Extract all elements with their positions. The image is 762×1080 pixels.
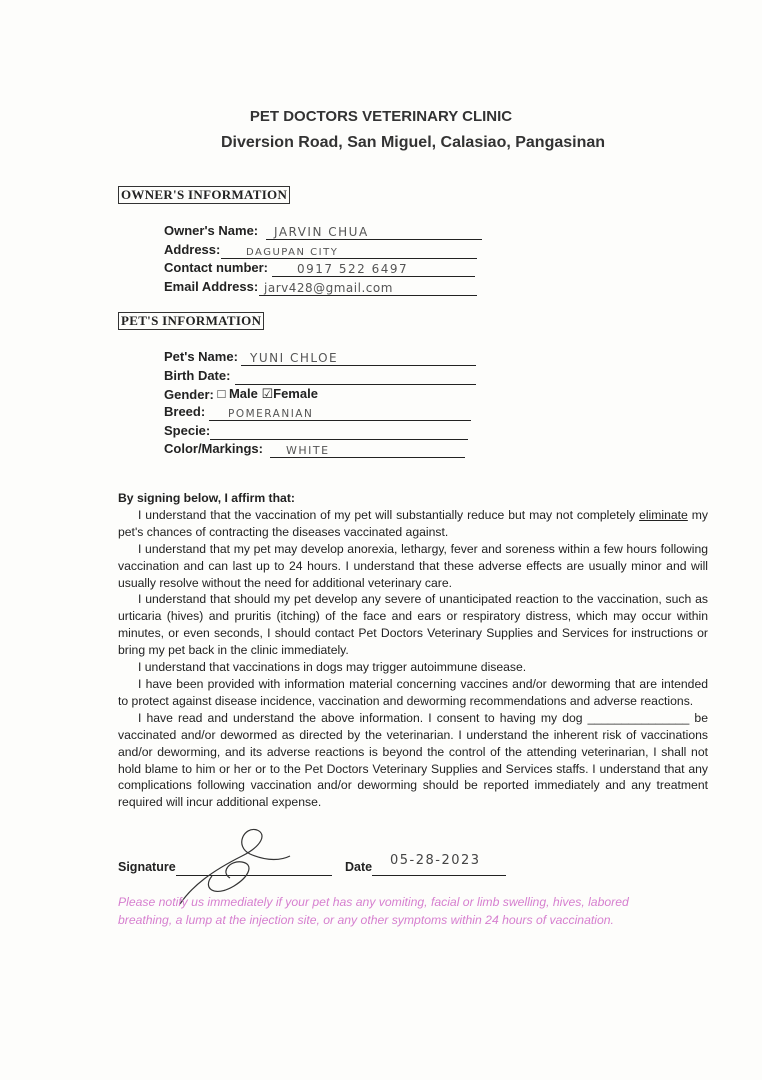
owner-contact-value: 0917 522 6497 <box>297 262 409 276</box>
p1-underlined-word: eliminate <box>639 507 688 522</box>
male-checkbox-icon: □ <box>217 386 226 401</box>
breed-line <box>209 420 471 421</box>
owner-contact-line <box>272 276 475 277</box>
date-line <box>372 875 506 876</box>
owner-address-value: DAGUPAN CITY <box>246 247 339 258</box>
clinic-address: Diversion Road, San Miguel, Calasiao, Pangasinan <box>220 134 606 151</box>
female-option: Female <box>273 386 318 401</box>
clinic-name: PET DOCTORS VETERINARY CLINIC <box>249 108 513 125</box>
owner-address-field <box>164 242 339 260</box>
affirmation-paragraph-2: I understand that my pet may develop anorexia, lethargy, fever and soreness within a few hours following vaccination and can last up to 24 hours. I understand that these adverse effects are usually minor and will usually resolve without the need for additional veterinary care. <box>118 541 708 590</box>
gender-label: Gender: <box>164 387 214 402</box>
owner-contact-label: Contact number: <box>164 260 268 275</box>
owner-name-value: JARVIN CHUA <box>274 225 369 239</box>
specie-line <box>210 439 468 440</box>
owner-name-field <box>164 223 369 241</box>
pet-name-label: Pet's Name: <box>164 349 238 364</box>
female-checkbox-icon: ☑ <box>261 386 274 401</box>
pet-name-value: YUNI CHLOE <box>250 351 339 365</box>
birth-date-label: Birth Date: <box>164 368 231 383</box>
owner-email-field <box>164 279 393 297</box>
signature-label: Signature <box>118 860 176 874</box>
p6-text-a: I have read and understand the above information. I consent to having my dog <box>138 710 588 725</box>
specie-field <box>164 423 210 441</box>
affirmation-text <box>118 490 708 811</box>
affirmation-paragraph-1 <box>118 507 708 541</box>
date-value: 05-28-2023 <box>390 853 481 868</box>
post-vaccination-note: Please notify us immediately if your pet has any vomiting, facial or limb swelling, hives, labored breathing, a lump at the injection site, or any other symptoms within 24 hours of vaccination. <box>118 895 629 927</box>
affirmation-paragraph-6 <box>118 710 708 811</box>
p1-text-b: my pet's chances of contracting the diseases vaccinated against. <box>118 507 708 539</box>
color-value: WHITE <box>286 444 330 457</box>
date-label: Date <box>345 860 373 874</box>
owner-email-value: jarv428@gmail.com <box>264 281 393 295</box>
specie-label: Specie: <box>164 423 211 438</box>
gender-field <box>164 386 318 404</box>
owner-address-label: Address: <box>164 242 221 257</box>
affirmation-paragraph-3: I understand that should my pet develop any severe of unanticipated reaction to the vaccination, such as urticaria (hives) and pruritis (itching) of the face and ears or respiratory distress, which may occur within minutes, or even seconds, I should contact Pet Doctors Veterinary Supplies and Services for instructions or bring my pet back in the clinic immediately. <box>118 592 708 658</box>
p6-text-b: be vaccinated and/or dewormed as directed by the veterinarian. I understand the inherent risk of vaccinations and/or deworming, and its adverse reactions is beyond the control of the attending veterinarian, I shall not hold blame to him or her or to the Pet Doctors Veterinary Supplies and Services staffs. I understand that any complications following vaccination and/or deworming should be reported immediately and any treatment required will incur additional expense. <box>118 710 708 810</box>
pet-name-line <box>241 365 476 366</box>
owner-email-line <box>259 295 477 296</box>
owner-email-label: Email Address: <box>164 279 259 294</box>
owner-contact-field <box>164 260 409 278</box>
pet-name-field <box>164 349 339 367</box>
pet-section-title: PET'S INFORMATION <box>118 312 264 330</box>
birth-date-field <box>164 368 230 386</box>
p1-text-a: I understand that the vaccination of my pet will substantially reduce but may not completely <box>138 507 640 522</box>
birth-date-line <box>235 384 476 385</box>
owner-name-label: Owner's Name: <box>164 223 259 238</box>
color-field <box>164 441 330 459</box>
affirmation-paragraph-4: I understand that vaccinations in dogs may trigger autoimmune disease. <box>138 660 527 675</box>
signature-row <box>118 860 176 874</box>
breed-field <box>164 404 314 422</box>
color-line <box>270 457 465 458</box>
owner-address-line <box>221 258 477 259</box>
breed-label: Breed: <box>164 404 206 419</box>
owner-section-title: OWNER'S INFORMATION <box>118 186 290 204</box>
color-label: Color/Markings: <box>164 441 263 456</box>
male-option: Male <box>228 386 258 401</box>
breed-value: POMERANIAN <box>228 408 314 420</box>
affirmation-lead: By signing below, I affirm that: <box>118 491 295 505</box>
owner-name-line <box>266 239 482 240</box>
dog-name-blank: _______________ <box>587 710 690 725</box>
affirmation-paragraph-5: I have been provided with information material concerning vaccines and/or deworming that are intended to protect against disease incidence, vaccination and deworming recommendations and adverse reactions. <box>118 676 708 708</box>
